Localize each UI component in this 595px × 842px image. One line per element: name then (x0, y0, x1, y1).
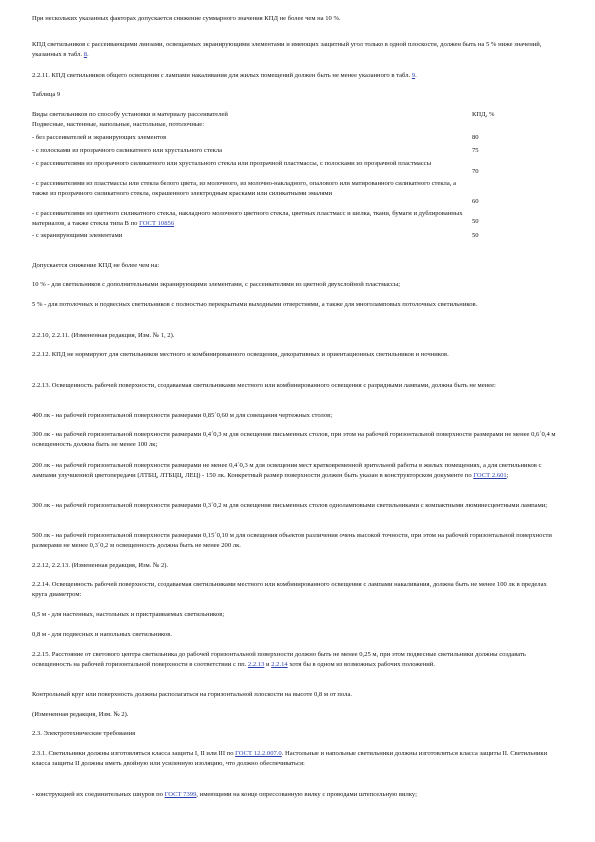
paragraph: 2.2.12. КПД не нормируют для светильников местного и комбинированного освещения, декоративных и ориентационных светильников и ночников. (32, 351, 449, 358)
table-title: Таблица 9 (32, 91, 61, 98)
table-cell (32, 209, 472, 229)
table-cell-value: 70 (472, 168, 479, 175)
table-header-cell: Виды светильников по способу установки и материалу рассеивателей (32, 111, 228, 118)
paragraph (32, 461, 562, 481)
paragraph-end: . Настольные и напольные светильники должны изготовляться класса защиты II. Светильники класса защиты II должны иметь двойную или усиленную изоляцию, что должно обеспечиваться: (32, 750, 548, 767)
table-group-row (32, 120, 562, 130)
paragraph: (Измененная редакция, Изм. № 2). (32, 711, 129, 718)
table-ref-link[interactable]: 8 (83, 51, 88, 58)
paragraph (32, 749, 562, 769)
paragraph: При нескольких указанных факторах допускается снижение суммарного значения КПД не более чем на 10 %. (32, 15, 341, 22)
paragraph: 2.2.10, 2.2.11. (Измененная редакция, Изм. № 1, 2). (32, 332, 175, 339)
paragraph: 10 % - для светильников с дополнительными экранирующими элементами, с рассеивателями из цветной двухслойной пластмассы; (32, 281, 401, 288)
paragraph-text: КПД светильников с рассеивающими линзами, освещаемых экранирующими элементами и имеющих защитный угол только в одной плоскости, должен быть на 5 % ниже значений, указанных в табл. (32, 41, 542, 58)
table-cell-value: 75 (472, 147, 479, 154)
table-cell-text: - с рассеивателями из цветного силикатного стекла, накладного молочного цветного стекла, цветных пластмасс и шелка, ткани, бумаги и дублированных материалов, а также стекла типа В по (32, 210, 463, 227)
table-group-cell: Подвесные, настенные, напольные, настольные, потолочные: (32, 121, 205, 128)
table-cell-value: 50 (472, 218, 479, 225)
paragraph: 500 лк - на рабочей горизонтальной поверхности размерами 0,15´0,10 м для освещения объектов различения очень высокой точности, при этом на рабочей горизонтальной поверхности размерами не менее 0,3´0,2 м освещенность должна быть не менее 200 лк. (32, 532, 552, 549)
paragraph: 300 лк - на рабочей горизонтальной поверхности размерами 0,4´0,3 м для освещения письменных столов, при этом на рабочей горизонтальной поверхности размерами не менее 0,6´0,4 м освещенность должна быть не менее 100 лк; (32, 431, 556, 448)
paragraph: Допускается снижение КПД не более чем на: (32, 262, 160, 269)
section-heading: 2.3. Электротехнические требования (32, 730, 136, 737)
paragraph (32, 790, 562, 800)
table-cell: - без рассеивателей и экранирующих элементов (32, 134, 167, 141)
table-row (32, 209, 562, 229)
efficiency-table (32, 110, 562, 241)
paragraph-end: ; (506, 472, 509, 479)
paragraph: 400 лк - на рабочей горизонтальной поверхности размерами 0,85´0,60 м для совещания чертежных столов; (32, 412, 333, 419)
clause-link[interactable]: 2.2.13 (247, 661, 265, 668)
paragraph (32, 71, 562, 81)
paragraph: 300 лк - на рабочей горизонтальной поверхности размерами 0,3´0,2 м для освещения письменных столов одноламповыми светильниками с компактными люминесцентными лампами; (32, 502, 548, 509)
paragraph: 2.2.12, 2.2.13. (Измененная редакция, Изм. № 2). (32, 562, 169, 569)
table-cell: - с рассеивателями из прозрачного силикатного или хрустального стекла или прозрачной пластмассы, с полосками из прозрачной пластмассы (32, 160, 432, 167)
table-cell: - с рассеивателями из пластмассы или стекла белого цвета, из молочного, из молочно-накладного, опалового или матированного силикатного стекла, а также из прозрачного силикатного стекла, окрашенного электродным красками или силикатными эмалями (32, 180, 456, 197)
gost-link[interactable]: ГОСТ 12.2.007.0 (235, 750, 282, 757)
table-row (32, 231, 562, 241)
table-ref-link[interactable]: 9 (411, 72, 416, 79)
paragraph-end: . (415, 72, 417, 79)
paragraph: 2.2.13. Освещенность рабочей поверхности, создаваемая светильниками местного или комбинированного освещения с разрядными лампами, должна быть не менее: (32, 382, 496, 389)
table-cell-value: 80 (472, 134, 479, 141)
clause-link[interactable]: 2.2.14 (271, 661, 288, 668)
paragraph-text: и (264, 661, 272, 668)
table-header-cell: КПД, % (472, 111, 495, 118)
gost-link[interactable]: ГОСТ 7399 (164, 791, 197, 798)
paragraph (32, 650, 562, 670)
paragraph: 5 % - для потолочных и подвесных светильников с полностью перекрытыми выходными отверстиями, а также для многоламповых потолочных светильников. (32, 301, 478, 308)
table-cell-value: 60 (472, 198, 479, 205)
paragraph: 2.2.14. Освещенность рабочей поверхности, создаваемая светильниками местного или комбинированного освещения с лампами накаливания, должна быть не менее 100 лк в пределах круга диаметром: (32, 581, 547, 598)
paragraph (32, 40, 562, 60)
table-cell: - с экранирующими элементами (32, 232, 123, 239)
table-row (32, 146, 562, 156)
table-row (32, 159, 562, 177)
paragraph-end: , имеющими на конце опрессованную вилку с проводами штепсельную вилку; (196, 791, 417, 798)
paragraph-text: 2.2.15. Расстояние от светового центра светильника до рабочей горизонтальной поверхности должно быть не менее 0,25 м, при этом подвесные светильники должны создавать освещенность на рабочей горизонтальной поверхности в соответствии с пп. (32, 651, 526, 668)
table-row (32, 179, 562, 207)
gost-link[interactable]: ГОСТ 2.601 (473, 472, 507, 479)
gost-link[interactable]: ГОСТ 10856 (139, 220, 175, 227)
table-row (32, 133, 562, 143)
table-cell: - с полосками из прозрачного силикатного или хрустального стекла (32, 147, 223, 154)
paragraph: Контрольный круг или поверхность должны располагаться на горизонтальной плоскости на высоте 0,8 м от пола. (32, 691, 353, 698)
paragraph: 0,8 м - для подвесных и напольных светильников. (32, 631, 172, 638)
paragraph-text: - конструкцией их соединительных шнуров по (32, 791, 165, 798)
paragraph-end: хотя бы в одном из возможных рабочих положений. (287, 661, 435, 668)
paragraph-text: 2.2.11. КПД светильников общего освещения с лампами накаливания для жилых помещений должен быть не менее указанного в табл. (32, 72, 412, 79)
table-header-row (32, 110, 562, 120)
paragraph-text: 200 лк - на рабочей горизонтальной поверхности размерами не менее 0,4´0,3 м для освещения мест кратковременной зрительной работы в жилых помещениях, а для светильников с лампами улучшенной цветопередачи (ЛТБЦ, ЛТБЦЦ, ЛЕЦ) - 150 лк. Конкретный размер поверхности должен быть указан в конструкторском документе по (32, 462, 542, 479)
table-cell-value: 50 (472, 232, 479, 239)
paragraph-end: . (87, 51, 89, 58)
paragraph: 0,5 м - для настенных, настольных и пристраиваемых светильников; (32, 611, 225, 618)
paragraph-text: 2.3.1. Светильники должны изготовляться класса защиты I, II или III по (32, 750, 236, 757)
